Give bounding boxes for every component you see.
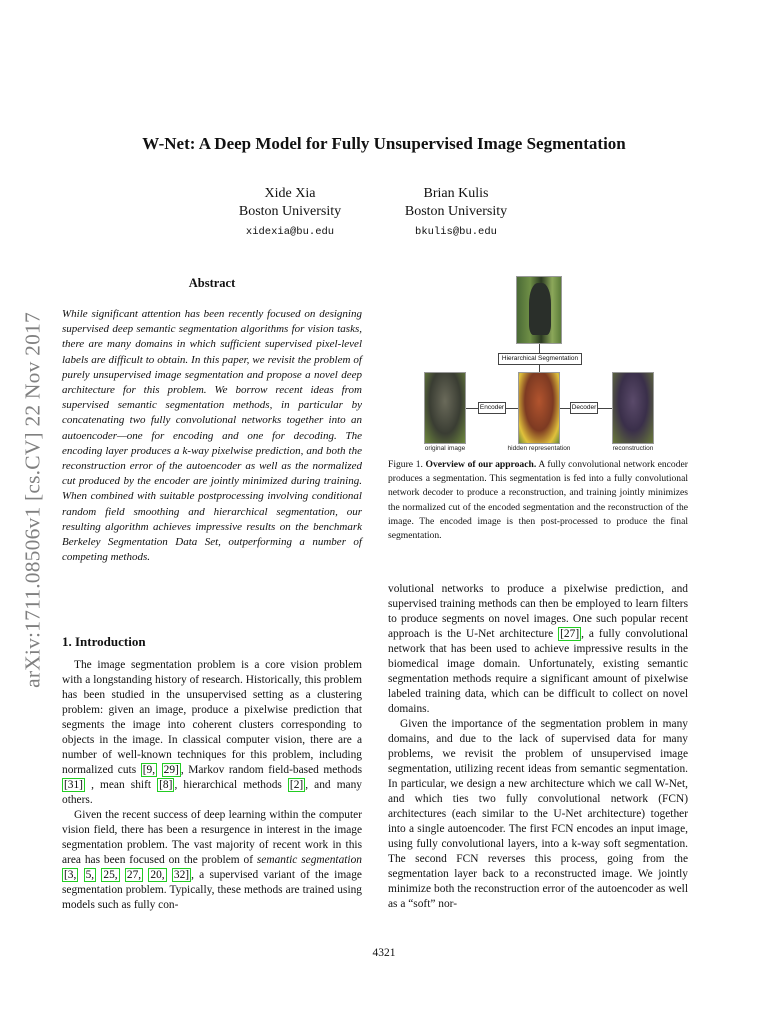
- arxiv-stamp: [18, 265, 48, 735]
- citation-link[interactable]: 20,: [150, 869, 165, 881]
- abstract-heading: Abstract: [188, 276, 236, 290]
- intro-heading: 1. Introduction: [62, 634, 146, 649]
- connector-line: [506, 408, 518, 409]
- figure-label-reconstruction: reconstruction: [612, 445, 654, 452]
- text-run: volutional networks to produce a pixelwise prediction, and supervised training methods can then be employed to learn filters to produce segments on novel images. One such popular recent approach is the U-Net architecture: [388, 583, 688, 640]
- intro-paragraph-1: [62, 658, 362, 808]
- original-image: [424, 372, 466, 444]
- citation-link[interactable]: [9,: [142, 764, 156, 776]
- connector-line: [598, 408, 612, 409]
- text-run: , a fully convolutional network that has been used to achieve impressive results in the biomedical image domain. Unfortunately, existing semantic segmentation methods require a significant amount of pixelwise labeled training data, which can be difficult to collect on novel domains.: [388, 628, 688, 715]
- citation-link[interactable]: 25,: [103, 869, 118, 881]
- citation-link[interactable]: 32]: [173, 869, 190, 881]
- caption-strong: Overview of our approach.: [425, 459, 537, 470]
- author-affiliation: Boston University: [404, 204, 508, 219]
- figure-caption: [388, 458, 688, 543]
- connector-line: [466, 408, 478, 409]
- figure-overview: [420, 274, 660, 456]
- citation-link[interactable]: [8]: [159, 779, 173, 791]
- right-paragraph-1: [388, 582, 688, 717]
- text-run: The image segmentation problem is a core vision problem with a longstanding history of research. Historically, this problem has been studied in the unsupervised setting as a clustering problem: given an image, produce a pixelwise prediction that segments the image into coherent clusters corresponding to objects in the image. In classical computer vision, there are a number of well-known techniques for this problem, including normalized cuts: [62, 659, 362, 776]
- citation-link[interactable]: 5,: [85, 869, 95, 881]
- paper-title: W-Net: A Deep Model for Fully Unsupervised Image Segmentation: [142, 134, 626, 153]
- caption-label: Figure 1.: [388, 459, 423, 470]
- encoder-box: Encoder: [478, 402, 506, 414]
- connector-line: [539, 344, 540, 353]
- author-name: Xide Xia: [264, 186, 316, 201]
- segment-shape: [529, 283, 551, 335]
- connector-line: [560, 408, 570, 409]
- text-run: Given the recent success of deep learning within the computer vision field, there has been a resurgence in interest in the image segmentation problem. The vast majority of recent work in this area has been focused on the problem of: [62, 809, 362, 866]
- decoder-box: Decoder: [570, 402, 598, 414]
- abstract-body: While significant attention has been recently focused on designing supervised deep semantic segmentation algorithms for vision tasks, there are many domains in which sufficient supervised pixel-level labels are difficult to obtain. In this paper, we revisit the problem of purely unsupervised image segmentation and propose a novel deep architecture for this problem. We borrow recent ideas from supervised semantic segmentation methods, in particular by concatenating two fully convolutional networks together into an autoencoder—one for encoding and one for decoding. The encoding layer produces a k-way pixelwise prediction, and both the reconstruction error of the autoencoder as well as the normalized cut produced by the encoder are jointly minimized during training. When combined with suitable postprocessing involving conditional random field smoothing and hierarchical segmentation, our resulting algorithm achieves impressive results on the benchmark Berkeley Segmentation Data Set, outperforming a number of competing methods.: [62, 308, 362, 564]
- reconstruction-image: [612, 372, 654, 444]
- author-email[interactable]: xidexia@bu.edu: [245, 226, 335, 238]
- author-affiliation: Boston University: [238, 204, 342, 219]
- citation-link[interactable]: [27]: [560, 628, 580, 640]
- text-run: , mean shift: [84, 779, 158, 791]
- hierarchical-segmentation-box: Hierarchical Segmentation: [498, 353, 582, 365]
- text-run: , Markov random field-based methods: [180, 764, 362, 776]
- author-block-2: [366, 185, 546, 241]
- text-run: , and many others.: [62, 779, 363, 806]
- figure-label-hidden: hidden representation: [507, 445, 571, 452]
- caption-body: A fully convolutional network encoder produces a segmentation. This segmentation is fed into a fully convolutional network decoder to produce a reconstruction, and training jointly minimizes the normalized cut of the encoded segmentation and the reconstruction of the image. The encoded image is then post-processed to produce the final segmentation.: [388, 459, 688, 542]
- author-block-1: [200, 185, 380, 241]
- right-paragraph-2: Given the importance of the segmentation problem in many domains, and due to the lack of supervised data for many problems, we revisit the problem of unsupervised image segmentation, utilizing recent ideas from semantic segmentation. In particular, we design a new architecture which we call W-Net, and which ties two fully convolutional network (FCN) architectures (each similar to the U-Net architecture) together into a single autoencoder. The first FCN encodes an input image, using fully convolutional layers, into a k-way soft segmentation. The second FCN reverses this process, going from the segmentation layer back to a reconstructed image. We jointly minimize both the reconstruction error of the autoencoder as well as a “soft” nor-: [388, 718, 688, 910]
- intro-paragraph-2: [62, 808, 362, 913]
- figure-label-original: original image: [424, 445, 466, 452]
- author-name: Brian Kulis: [423, 186, 489, 201]
- citation-link[interactable]: [2]: [289, 779, 304, 791]
- page-number: 4321: [372, 947, 396, 959]
- author-email[interactable]: bkulis@bu.edu: [415, 226, 497, 238]
- arxiv-stamp-text: arXiv:1711.08506v1 [cs.CV] 22 Nov 2017: [20, 312, 45, 688]
- emphasis-text: semantic segmentation: [256, 854, 362, 866]
- citation-link[interactable]: [3,: [64, 869, 77, 881]
- text-run: , hierarchical methods: [174, 779, 288, 791]
- citation-link[interactable]: [31]: [64, 779, 83, 791]
- right-column-body: [388, 582, 688, 912]
- segmentation-output-image: [516, 276, 562, 344]
- hidden-representation-image: [518, 372, 560, 444]
- citation-link[interactable]: 27,: [126, 869, 142, 881]
- connector-line: [539, 365, 540, 372]
- text-run: , a supervised variant of the image segmentation problem. Typically, these methods are trained using models such as fully con-: [62, 869, 362, 911]
- intro-body: [62, 658, 362, 913]
- citation-link[interactable]: 29]: [163, 764, 179, 776]
